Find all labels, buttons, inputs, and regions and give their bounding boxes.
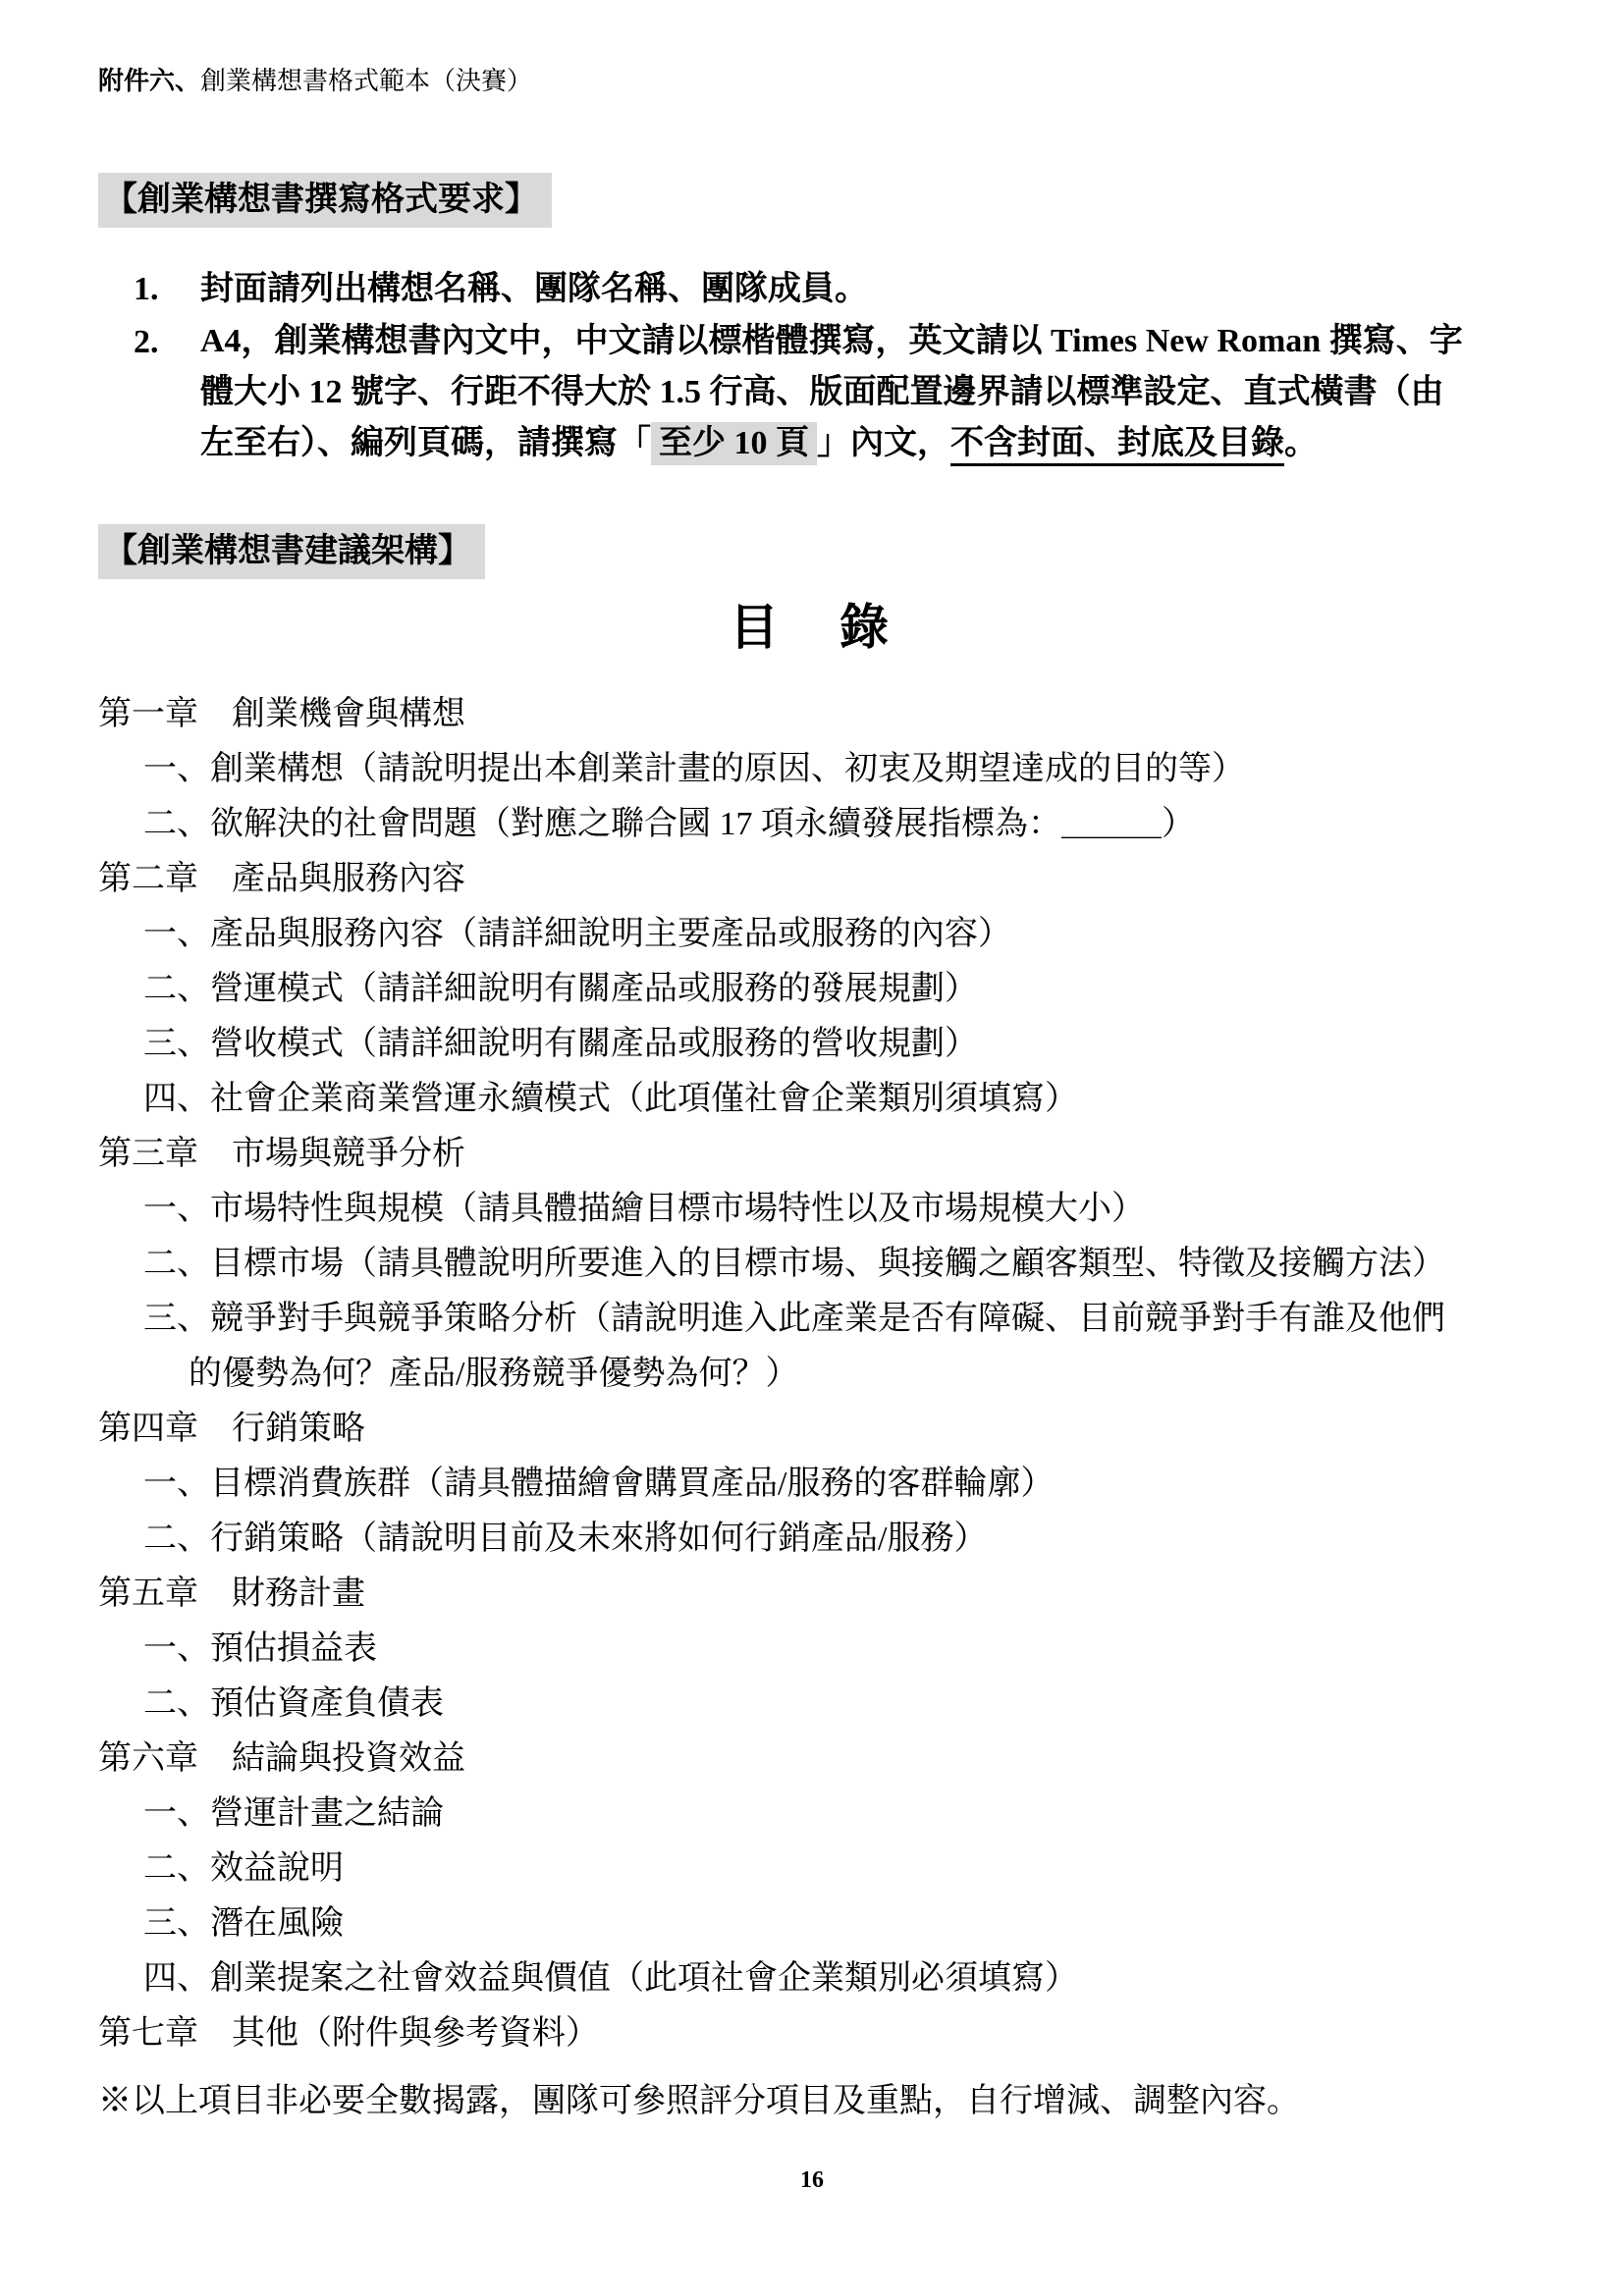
toc-entry-item: 二、效益說明 xyxy=(143,1850,344,1887)
item2-line3-mid: 」內文， xyxy=(817,425,950,461)
list-item xyxy=(98,263,1526,316)
toc-entry-item: 二、行銷策略（請說明目前及未來將如何行銷產品/服務） xyxy=(143,1521,988,1557)
item2-line3 xyxy=(200,418,1526,469)
toc-entry-chapter: 第四章 行銷策略 xyxy=(98,1411,365,1447)
highlighted-text: 至少 10 頁 xyxy=(651,422,817,465)
attachment-header xyxy=(98,63,1526,100)
toc-entry-chapter: 第二章 產品與服務內容 xyxy=(98,861,465,897)
toc-entry-chapter: 第三章 市場與競爭分析 xyxy=(98,1136,465,1172)
toc-entry-item: 一、產品與服務內容（請詳細說明主要產品或服務的內容） xyxy=(143,916,1011,952)
toc-entry-item: 四、社會企業商業營運永續模式（此項僅社會企業類別須填寫） xyxy=(143,1081,1078,1117)
footnote: ※以上項目非必要全數揭露，團隊可參照評分項目及重點，自行增減、調整內容。 xyxy=(98,2083,1300,2119)
item2-line1: A4，創業構想書內文中，中文請以標楷體撰寫，英文請以 Times New Roman 撰寫、字 xyxy=(200,323,1463,359)
format-requirements-list xyxy=(98,263,1526,469)
toc-entry-item: 二、預估資產負債表 xyxy=(143,1685,444,1722)
toc-entry-chapter: 第一章 創業機會與構想 xyxy=(98,696,465,732)
underlined-text: 不含封面、封底及目錄 xyxy=(950,425,1284,466)
format-requirements-heading: 【創業構想書撰寫格式要求】 xyxy=(98,173,552,228)
toc-title: 目 錄 xyxy=(730,600,894,655)
toc-entry-chapter: 第五章 財務計畫 xyxy=(98,1575,365,1612)
suggested-structure-heading: 【創業構想書建議架構】 xyxy=(98,524,485,579)
toc-entry-chapter: 第七章 其他（附件與參考資料） xyxy=(98,2015,599,2052)
attachment-label: 附件六、 xyxy=(98,67,201,95)
toc-entry-item: 二、欲解決的社會問題（對應之聯合國 17 項永續發展指標為：＿＿＿） xyxy=(143,806,1195,842)
toc-entry-item: 一、預估損益表 xyxy=(143,1630,377,1667)
attachment-title: 創業構想書格式範本（決賽） xyxy=(200,67,533,95)
list-item xyxy=(98,316,1526,469)
toc-entry-item: 四、創業提案之社會效益與價值（此項社會企業類別必須填寫） xyxy=(143,1960,1078,1997)
toc-entry-cont: 的優勢為何？產品/服務競爭優勢為何？） xyxy=(189,1356,799,1392)
format-heading-row xyxy=(98,173,1526,228)
toc-entry-item: 一、創業構想（請說明提出本創業計畫的原因、初衷及期望達成的目的等） xyxy=(143,751,1245,787)
page-number: 16 xyxy=(800,2167,824,2193)
toc-entry-item: 三、競爭對手與競爭策略分析（請說明進入此產業是否有障礙、目前競爭對手有誰及他們 xyxy=(143,1301,1445,1337)
list-item-text xyxy=(200,316,1526,469)
structure-heading-row xyxy=(98,524,1526,579)
toc-entry-item: 一、目標消費族群（請具體描繪會購買產品/服務的客群輪廓） xyxy=(143,1466,1055,1502)
list-item-number: 1. xyxy=(134,271,159,307)
toc-entry-item: 一、市場特性與規模（請具體描繪目標市場特性以及市場規模大小） xyxy=(143,1191,1145,1227)
toc-entry-chapter: 第六章 結論與投資效益 xyxy=(98,1740,465,1777)
list-item-text: 封面請列出構想名稱、團隊名稱、團隊成員。 xyxy=(200,271,868,307)
toc-entry-item: 三、潛在風險 xyxy=(143,1905,344,1942)
toc-entry-item: 二、目標市場（請具體說明所要進入的目標市場、與接觸之顧客類型、特徵及接觸方法） xyxy=(143,1246,1445,1282)
toc-entry-item: 一、營運計畫之結論 xyxy=(143,1795,444,1832)
toc-entry-item: 二、營運模式（請詳細說明有關產品或服務的發展規劃） xyxy=(143,971,978,1007)
list-item-number: 2. xyxy=(134,324,159,360)
table-of-contents xyxy=(98,687,1526,2061)
toc-entry-item: 三、營收模式（請詳細說明有關產品或服務的營收規劃） xyxy=(143,1026,978,1062)
item2-line2: 體大小 12 號字、行距不得大於 1.5 行高、版面配置邊界請以標準設定、直式橫書（由 xyxy=(200,374,1444,410)
item2-line3-end: 。 xyxy=(1284,425,1318,461)
item2-line3-pre: 左至右）、編列頁碼，請撰寫「 xyxy=(200,425,651,461)
